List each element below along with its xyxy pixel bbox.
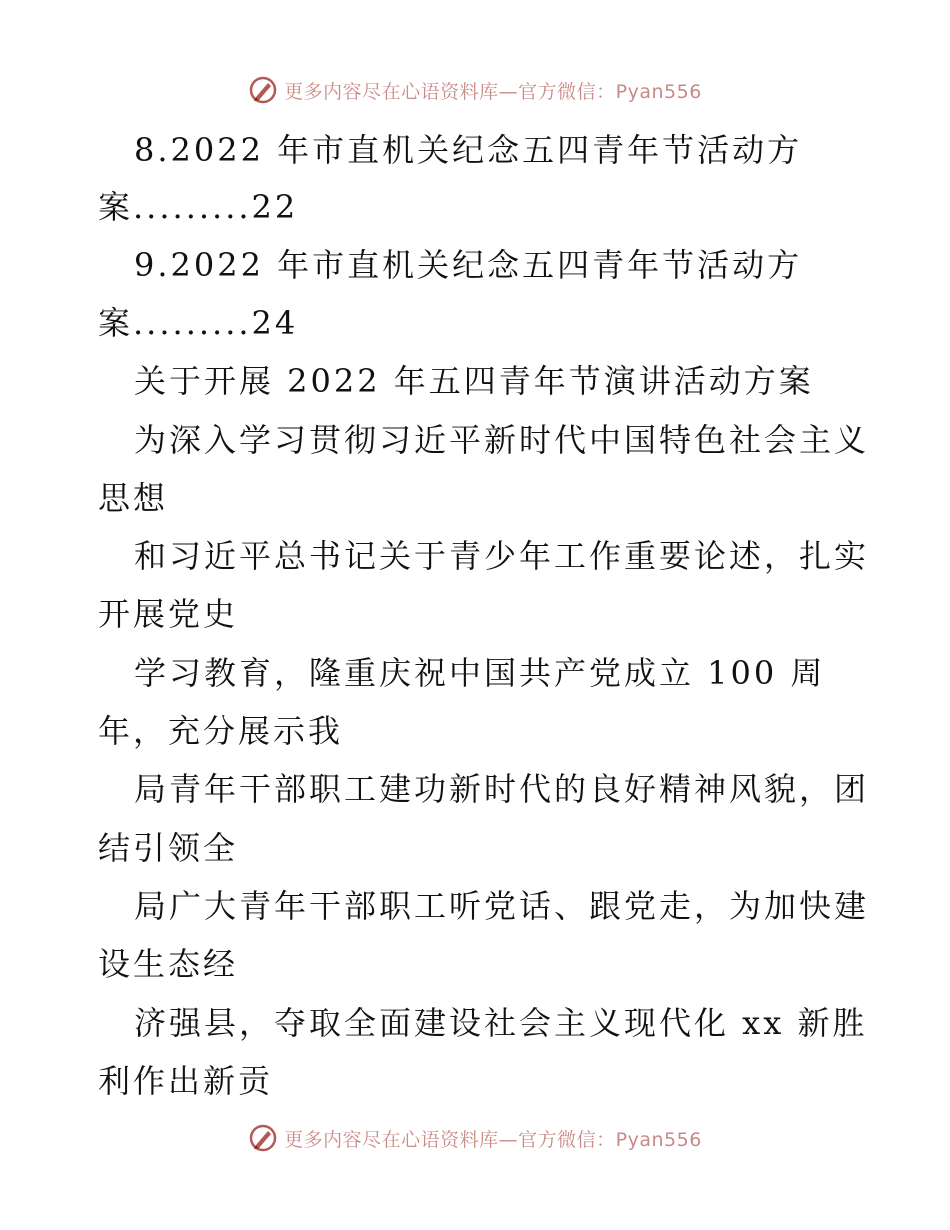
- paragraph-line: 局青年干部职工建功新时代的良好精神风貌，团: [134, 770, 870, 808]
- toc-line: 案.........24: [98, 304, 299, 342]
- header-banner: [0, 70, 950, 110]
- paragraph-line: 和习近平总书记关于青少年工作重要论述，扎实: [134, 537, 870, 575]
- paragraph-line: 济强县，夺取全面建设社会主义现代化 xx 新胜: [134, 1004, 868, 1042]
- toc-line: 9.2022 年市直机关纪念五四青年节活动方: [134, 246, 803, 284]
- section-title: 关于开展 2022 年五四青年节演讲活动方案: [134, 362, 814, 400]
- footer-banner: [0, 1118, 950, 1158]
- pen-logo-icon: [248, 75, 278, 105]
- paragraph-line: 局广大青年干部职工听党话、跟党走，为加快建: [134, 887, 870, 925]
- paragraph-line: 设生态经: [98, 945, 239, 983]
- paragraph-line: 开展党史: [98, 595, 239, 633]
- footer-banner-text: 更多内容尽在心语资料库—官方微信：Pyan556: [284, 1128, 702, 1151]
- paragraph-line: 为深入学习贯彻习近平新时代中国特色社会主义: [134, 421, 870, 459]
- toc-line: 案.........22: [98, 188, 299, 226]
- paragraph-line: 思想: [98, 479, 169, 517]
- paragraph-line: 利作出新贡: [98, 1062, 274, 1100]
- paragraph-line: 结引领全: [98, 829, 239, 867]
- header-banner-text: 更多内容尽在心语资料库—官方微信：Pyan556: [284, 80, 702, 103]
- paragraph-line: 学习教育，隆重庆祝中国共产党成立 100 周: [134, 654, 826, 692]
- pen-logo-icon: [248, 1123, 278, 1153]
- paragraph-line: 年，充分展示我: [98, 712, 344, 750]
- toc-line: 8.2022 年市直机关纪念五四青年节活动方: [134, 131, 803, 169]
